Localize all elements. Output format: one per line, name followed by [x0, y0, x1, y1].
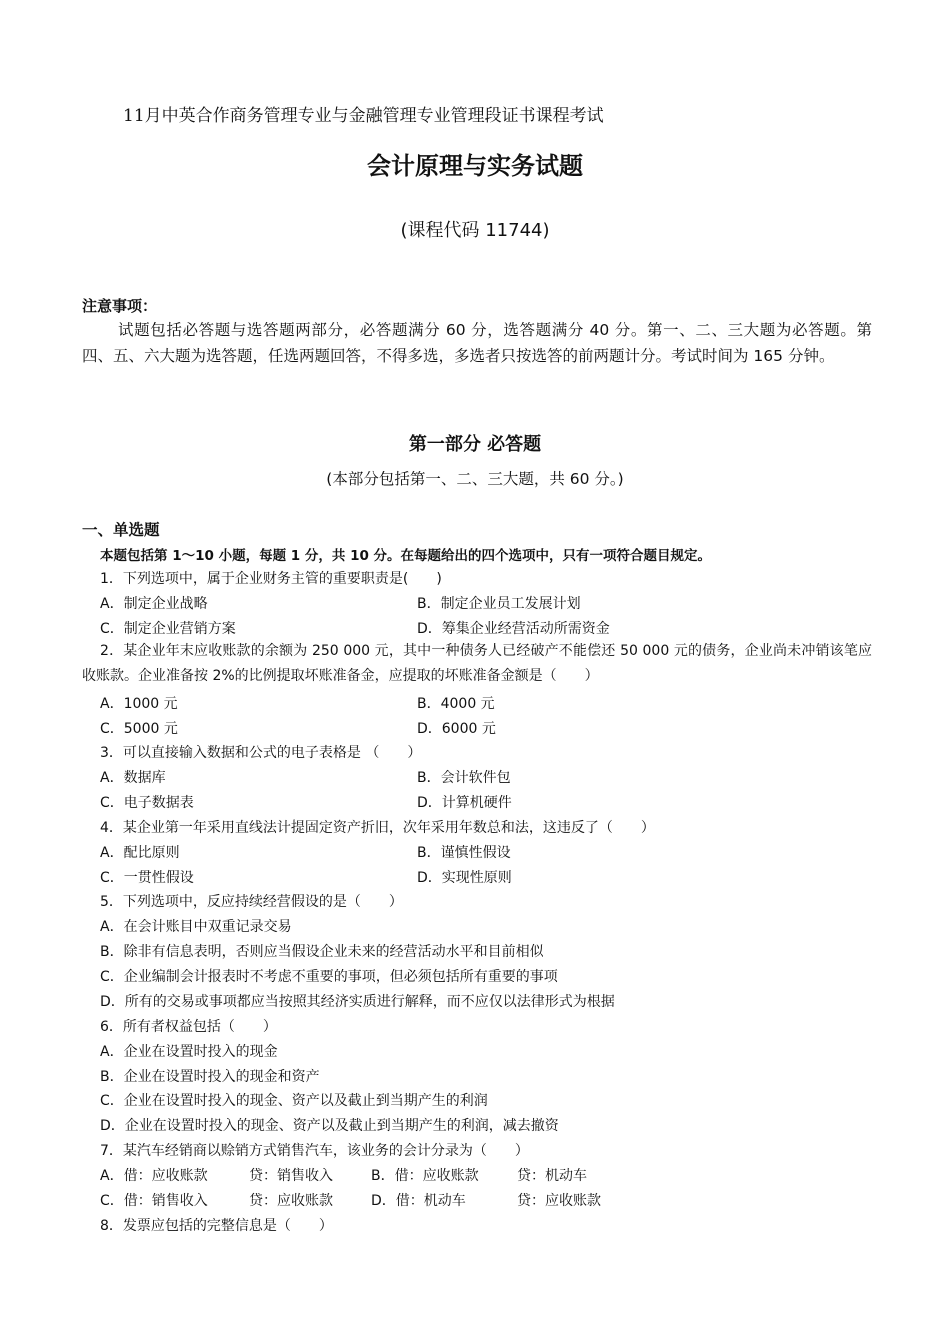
question-1-option-a: A．制定企业战略: [100, 596, 208, 612]
question-7-option-d-debit: D．借：机动车: [371, 1193, 466, 1209]
question-5-option-d: D．所有的交易或事项都应当按照其经济实质进行解释，而不应仅以法律形式为根据: [100, 994, 615, 1010]
question-3-option-b: B．会计软件包: [417, 770, 511, 786]
question-7-stem: 7．某汽车经销商以赊销方式销售汽车，该业务的会计分录为（ ）: [100, 1143, 529, 1159]
page-title: 会计原理与实务试题: [367, 152, 583, 180]
question-7-option-c-credit: 贷：应收账款: [249, 1193, 333, 1209]
question-7-option-b-debit: B．借：应收账款: [371, 1168, 479, 1184]
question-7-option-a-debit: A．借：应收账款: [100, 1168, 208, 1184]
question-7-option-a-credit: 贷：销售收入: [249, 1168, 333, 1184]
section1-title: 一、单选题: [82, 521, 160, 539]
question-6-stem: 6．所有者权益包括（ ）: [100, 1019, 277, 1035]
question-2-option-b: B．4000 元: [417, 696, 495, 712]
question-3-stem: 3．可以直接输入数据和公式的电子表格是 （ ）: [100, 745, 422, 761]
question-2-option-c: C．5000 元: [100, 721, 178, 737]
question-5-option-b: B．除非有信息表明，否则应当假设企业未来的经营活动水平和目前相似: [100, 944, 544, 960]
question-2-option-d: D．6000 元: [417, 721, 496, 737]
question-4-stem: 4．某企业第一年采用直线法计提固定资产折旧，次年采用年数总和法，这违反了（ ）: [100, 820, 655, 836]
question-4-option-c: C．一贯性假设: [100, 870, 194, 886]
question-1-option-b: B．制定企业员工发展计划: [417, 596, 581, 612]
question-2-option-a: A．1000 元: [100, 696, 178, 712]
question-5-option-c: C．企业编制会计报表时不考虑不重要的事项，但必须包括所有重要的事项: [100, 969, 558, 985]
question-3-option-a: A．数据库: [100, 770, 166, 786]
question-8-stem: 8．发票应包括的完整信息是（ ）: [100, 1218, 333, 1234]
notice-heading: 注意事项：: [82, 297, 158, 315]
question-7-option-c-debit: C．借：销售收入: [100, 1193, 208, 1209]
question-7-option-d-credit: 贷：应收账款: [517, 1193, 601, 1209]
question-4-option-b: B．谨慎性假设: [417, 845, 511, 861]
question-6-option-c: C．企业在设置时投入的现金、资产以及截止到当期产生的利润: [100, 1093, 488, 1109]
question-6-option-a: A．企业在设置时投入的现金: [100, 1044, 278, 1060]
question-5-option-a: A．在会计账目中双重记录交易: [100, 919, 292, 935]
section1-instruction: 本题包括第 1～10 小题，每题 1 分，共 10 分。在每题给出的四个选项中，只有一项符合题目规定。: [100, 548, 712, 564]
question-2-stem: 2．某企业年末应收账款的余额为 250 000 元，其中一种债务人已经破产不能偿还 50 000 元的债务，企业尚未冲销该笔应收账款。企业准备按 2%的比例提取坏账准备金，应提取的坏账准备金额是（ ）: [82, 643, 872, 684]
question-1-option-d: D．筹集企业经营活动所需资金: [417, 621, 610, 637]
question-3-option-d: D．计算机硬件: [417, 795, 512, 811]
question-7-option-b-credit: 贷：机动车: [517, 1168, 587, 1184]
question-6-option-b: B．企业在设置时投入的现金和资产: [100, 1069, 320, 1085]
part1-description: (本部分包括第一、二、三大题，共 60 分。): [326, 470, 624, 488]
question-3-option-c: C．电子数据表: [100, 795, 194, 811]
question-4-option-d: D．实现性原则: [417, 870, 512, 886]
question-6-option-d: D．企业在设置时投入的现金、资产以及截止到当期产生的利润，减去撤资: [100, 1118, 559, 1134]
question-1-stem: 1．下列选项中，属于企业财务主管的重要职责是( ): [100, 571, 442, 587]
exam-header-line: 11月中英合作商务管理专业与金融管理专业管理段证书课程考试: [123, 106, 604, 126]
question-4-option-a: A．配比原则: [100, 845, 180, 861]
course-code: (课程代码 11744): [400, 220, 550, 241]
notice-body: 试题包括必答题与选答题两部分，必答题满分 60 分，选答题满分 40 分。第一、二、三大题为必答题。第四、五、六大题为选答题，任选两题回答，不得多选，多选者只按选答的前两题计分。考试时间为 165 分钟。: [82, 321, 872, 365]
question-1-option-c: C．制定企业营销方案: [100, 621, 236, 637]
question-5-stem: 5．下列选项中，反应持续经营假设的是（ ）: [100, 894, 403, 910]
part1-title: 第一部分 必答题: [408, 434, 542, 455]
